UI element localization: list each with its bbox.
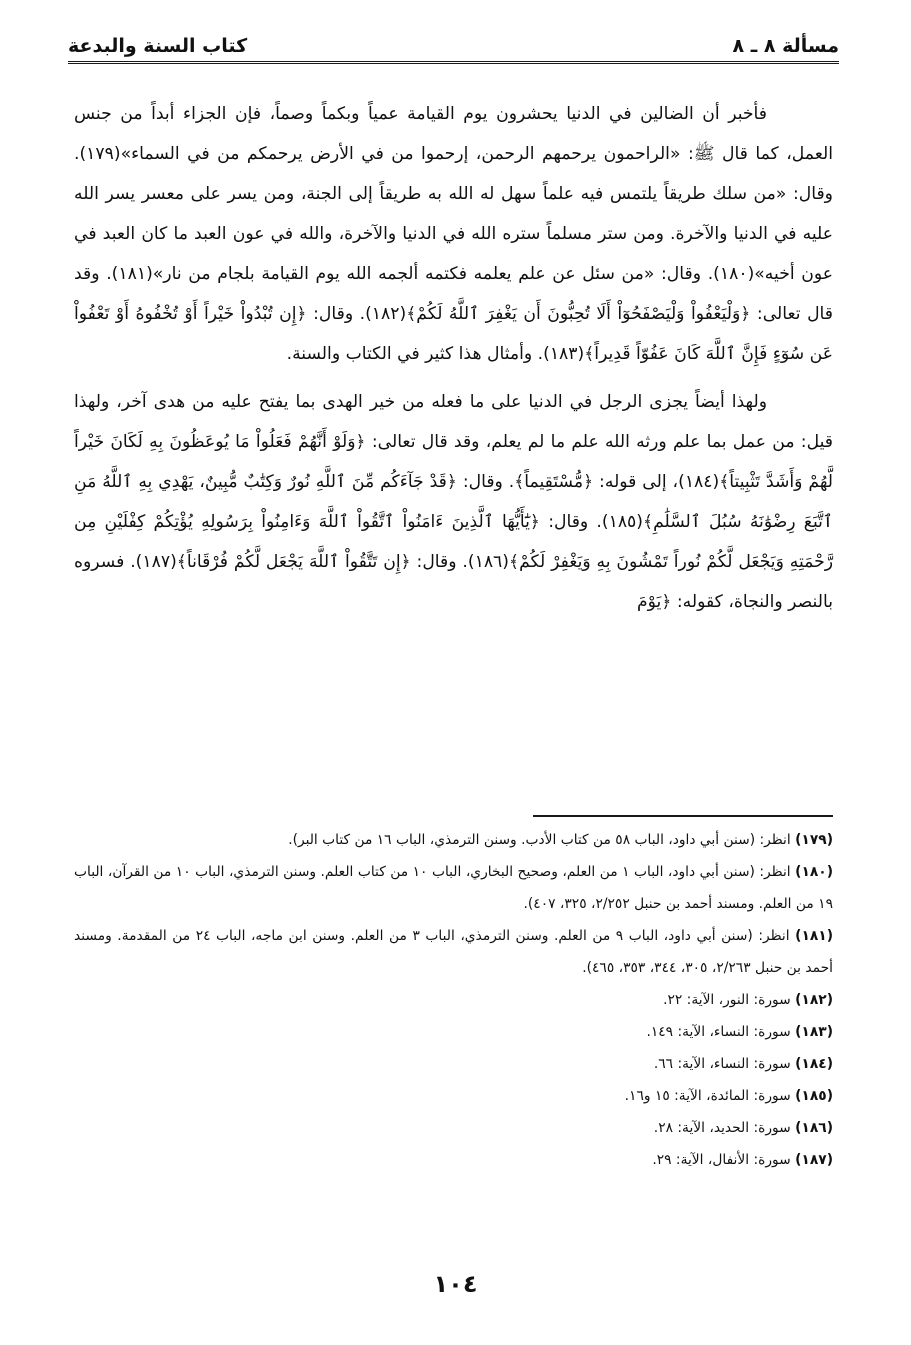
footnote-text: انظر: (سنن أبي داود، الباب ٩ من العلم. وسنن الترمذي، الباب ٣ من العلم. وسنن ابن ماجه، الباب ٢٤ من المقدمة. ومسند أحمد بن حنبل ٢/٢٦٣، ٣٠٥، ٣٤٤، ٣٥٣، ٤٦٥). xyxy=(74,928,833,976)
footnote-number: (١٨٣) xyxy=(795,1024,833,1040)
footnote xyxy=(74,1144,833,1176)
footnote-number: (١٨١) xyxy=(795,928,834,944)
footnote xyxy=(74,856,833,920)
footnote-text: انظر: (سنن أبي داود، الباب ١ من العلم، وصحيح البخاري، الباب ١٠ من كتاب العلم. وسنن الترمذي، الباب ١٠ من القرآن، الباب ١٩ من العلم. ومسند أحمد بن حنبل ٢/٢٥٢، ٣٢٥، ٤٠٧). xyxy=(74,864,833,912)
footnote-number: (١٧٩) xyxy=(795,832,833,848)
footnotes xyxy=(74,824,833,1176)
footnote xyxy=(74,984,833,1016)
footnote-number: (١٨٤) xyxy=(795,1056,833,1072)
page-number: ١٠٤ xyxy=(433,1270,478,1298)
footnote xyxy=(74,824,833,856)
footnote xyxy=(74,1016,833,1048)
running-header xyxy=(68,24,839,64)
issue-label: مسألة ٨ ـ ٨ xyxy=(732,35,839,57)
footnote xyxy=(74,1080,833,1112)
footnote-text: انظر: (سنن أبي داود، الباب ٥٨ من كتاب الأدب. وسنن الترمذي، الباب ١٦ من كتاب البر). xyxy=(288,832,791,848)
footnote-text: سورة: الحديد، الآية: ٢٨. xyxy=(653,1120,791,1136)
footnote-number: (١٨٠) xyxy=(795,864,834,880)
footnote xyxy=(74,920,833,984)
main-text xyxy=(74,94,833,622)
footnote xyxy=(74,1112,833,1144)
footnote-text: سورة: المائدة، الآية: ١٥ و١٦. xyxy=(624,1088,791,1104)
footnote-number: (١٨٢) xyxy=(795,992,833,1008)
footnote-text: سورة: الأنفال، الآية: ٢٩. xyxy=(652,1152,791,1168)
body-paragraph: ولهذا أيضاً يجزى الرجل في الدنيا على ما فعله من خير الهدى بما يفتح عليه من هدى آخر، ولهذا قيل: من عمل بما علم ورثه الله علم ما لم يعلم، وقد قال تعالى: ﴿وَلَوْ أَنَّهُمْ فَعَلُواْ مَا يُوعَظُونَ بِهِ لَكَانَ خَيْراً لَّهُمْ وَأَشَدَّ تَثْبِيتاً﴾(١٨٤)، إلى قوله: ﴿مُّسْتَقِيماً﴾. وقال: ﴿قَدْ جَآءَكُم مِّنَ ٱللَّهِ نُورٌ وَكِتَٰبٌ مُّبِينٌ، يَهْدِي بِهِ ٱللَّهُ مَنِ ٱتَّبَعَ رِضْوَٰنَهُ سُبُلَ ٱلسَّلَٰمِ﴾(١٨٥). وقال: ﴿يَٰٓأَيُّهَا ٱلَّذِينَ ءَامَنُواْ ٱتَّقُواْ ٱللَّهَ وَءَامِنُواْ بِرَسُولِهِ يُؤْتِكُمْ كِفْلَيْنِ مِن رَّحْمَتِهِ وَيَجْعَل لَّكُمْ نُوراً تَمْشُونَ بِهِ وَيَغْفِرْ لَكُمْ﴾(١٨٦). وقال: ﴿إِن تَتَّقُواْ ٱللَّهَ يَجْعَل لَّكُمْ فُرْقَاناً﴾(١٨٧). فسروه بالنصر والنجاة، كقوله: ﴿يَوْمَ xyxy=(74,392,834,612)
book-title: كتاب السنة والبدعة xyxy=(68,35,248,57)
footnote xyxy=(74,1048,833,1080)
footnote-text: سورة: النساء، الآية: ١٤٩. xyxy=(646,1024,791,1040)
footnote-number: (١٨٥) xyxy=(795,1088,833,1104)
body-paragraph: فأخبر أن الضالين في الدنيا يحشرون يوم القيامة عمياً وبكماً وصماً، فإن الجزاء أبداً من جنس العمل، كما قال ﷺ: «الراحمون يرحمهم الرحمن، إرحموا من في الأرض يرحمكم من في السماء»(١٧٩). وقال: «من سلك طريقاً يلتمس فيه علماً سهل له الله به طريقاً إلى الجنة، ومن يسر على معسر يسر الله عليه في الدنيا والآخرة. ومن ستر مسلماً ستره الله في الدنيا والآخرة، والله في عون العبد ما كان العبد في عون أخيه»(١٨٠). وقال: «من سئل عن علم يعلمه فكتمه ألجمه الله يوم القيامة بلجام من نار»(١٨١). وقد قال تعالى: ﴿وَلْيَعْفُواْ وَلْيَصْفَحُوٓاْ أَلَا تُحِبُّونَ أَن يَغْفِرَ ٱللَّهُ لَكُمْ﴾(١٨٢). وقال: ﴿إِن تُبْدُواْ خَيْراً أَوْ تُخْفُوهُ أَوْ تَعْفُواْ عَن سُوٓءٍ فَإِنَّ ٱللَّهَ كَانَ عَفُوّاً قَدِيراً﴾(١٨٣). وأمثال هذا كثير في الكتاب والسنة. xyxy=(74,104,834,364)
footnote-text: سورة: النور، الآية: ٢٢. xyxy=(663,992,791,1008)
footnote-number: (١٨٦) xyxy=(795,1120,833,1136)
footnote-text: سورة: النساء، الآية: ٦٦. xyxy=(653,1056,791,1072)
footnote-divider xyxy=(533,815,833,817)
footnote-number: (١٨٧) xyxy=(795,1152,833,1168)
